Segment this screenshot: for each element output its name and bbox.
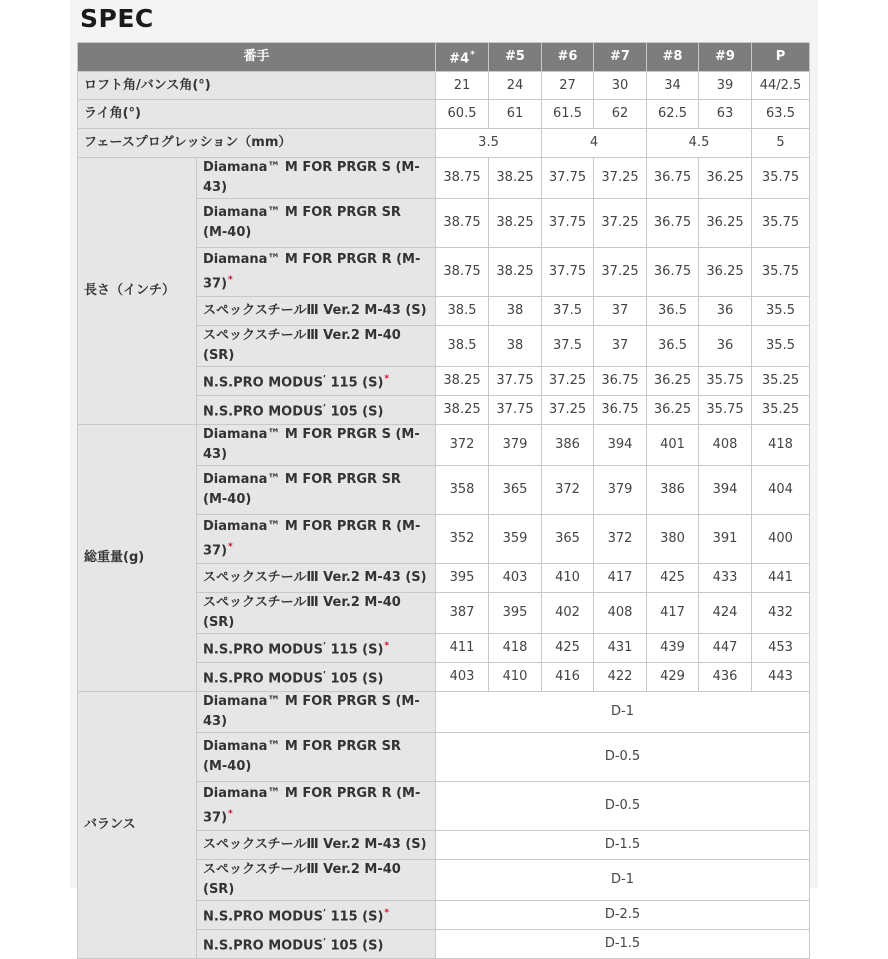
trademark-mark: ʼ (322, 640, 326, 650)
value-cell: 35.75 (752, 158, 810, 199)
value-cell: 431 (594, 634, 647, 663)
value-cell: D-1.5 (436, 831, 810, 860)
value-cell: 436 (699, 663, 752, 692)
value-cell: 387 (436, 593, 489, 634)
value-cell: 35.25 (752, 396, 810, 425)
value-cell: 61.5 (542, 100, 594, 129)
shaft-name-suffix: 115 (S) (325, 375, 384, 391)
value-cell: 408 (594, 593, 647, 634)
value-cell: 38.25 (489, 158, 542, 199)
shaft-name (197, 466, 436, 515)
value-cell: 36.75 (647, 248, 699, 297)
note-mark: * (228, 541, 233, 552)
value-cell: 372 (436, 425, 489, 466)
shaft-name-text: Diamana™ M FOR PRGR S (M-43) (203, 694, 420, 729)
value-cell: 401 (647, 425, 699, 466)
value-cell: 63.5 (752, 100, 810, 129)
shaft-name (197, 158, 436, 199)
value-cell: 379 (489, 425, 542, 466)
value-cell: 37.25 (542, 367, 594, 396)
value-cell: 36 (699, 326, 752, 367)
value-cell: 36.75 (647, 158, 699, 199)
value-cell: 416 (542, 663, 594, 692)
note-mark: * (228, 274, 233, 285)
value-cell: 447 (699, 634, 752, 663)
value-cell: D-1.5 (436, 930, 810, 959)
value-cell: 61 (489, 100, 542, 129)
header-row (78, 43, 810, 72)
value-cell: 422 (594, 663, 647, 692)
value-cell: 35.75 (752, 199, 810, 248)
shaft-name (197, 634, 436, 663)
value-cell: 425 (647, 564, 699, 593)
value-cell: 38 (489, 297, 542, 326)
value-cell: 453 (752, 634, 810, 663)
group-label: 長さ（インチ） (78, 158, 197, 425)
value-cell: 404 (752, 466, 810, 515)
value-cell: 395 (436, 564, 489, 593)
value-cell: 417 (594, 564, 647, 593)
shaft-name-suffix: 105 (S) (325, 938, 384, 954)
value-cell: 38 (489, 326, 542, 367)
value-cell: 37.25 (542, 396, 594, 425)
header-col-6: #6 (542, 43, 594, 72)
value-cell: 418 (489, 634, 542, 663)
shaft-name (197, 782, 436, 831)
value-cell: 365 (542, 515, 594, 564)
value-cell: 38.75 (436, 199, 489, 248)
shaft-name-text: Diamana™ M FOR PRGR R (M-37) (203, 785, 421, 826)
shaft-name (197, 564, 436, 593)
value-cell: 37.75 (542, 248, 594, 297)
value-cell: 36.25 (647, 396, 699, 425)
value-cell: 403 (489, 564, 542, 593)
header-col-5: #5 (489, 43, 542, 72)
shaft-name (197, 515, 436, 564)
value-cell: 36.5 (647, 297, 699, 326)
shaft-name-text: N.S.PRO MODUS (203, 642, 323, 658)
row-label: フェースプログレッション（mm） (78, 129, 436, 158)
value-cell: 38.25 (436, 396, 489, 425)
value-cell: 36.25 (647, 367, 699, 396)
shaft-name (197, 733, 436, 782)
shaft-name-text: スペックスチールⅢ Ver.2 M-40 (SR) (203, 595, 401, 630)
shaft-name (197, 425, 436, 466)
value-cell: 433 (699, 564, 752, 593)
value-cell: 359 (489, 515, 542, 564)
value-cell: 4 (542, 129, 647, 158)
shaft-name (197, 326, 436, 367)
header-col-8: #8 (647, 43, 699, 72)
note-mark: * (384, 907, 390, 918)
shaft-name (197, 248, 436, 297)
shaft-name-text: スペックスチールⅢ Ver.2 M-43 (S) (203, 303, 427, 318)
value-cell: 386 (647, 466, 699, 515)
value-cell: 402 (542, 593, 594, 634)
shaft-name-text: スペックスチールⅢ Ver.2 M-43 (S) (203, 570, 427, 585)
value-cell: 380 (647, 515, 699, 564)
header-col-4 (436, 43, 489, 72)
shaft-name (197, 663, 436, 692)
value-cell: 441 (752, 564, 810, 593)
group-label: バランス (78, 692, 197, 959)
value-cell: 408 (699, 425, 752, 466)
note-mark: * (470, 49, 475, 60)
shaft-name-text: スペックスチールⅢ Ver.2 M-43 (S) (203, 837, 427, 852)
shaft-name (197, 901, 436, 930)
value-cell: 37 (594, 297, 647, 326)
value-cell: 24 (489, 72, 542, 100)
value-cell: 38.75 (436, 248, 489, 297)
value-cell: 5 (752, 129, 810, 158)
shaft-name-text: N.S.PRO MODUS (203, 938, 323, 954)
header-col-9: #9 (699, 43, 752, 72)
value-cell: 4.5 (647, 129, 752, 158)
value-cell: 38.25 (436, 367, 489, 396)
value-cell: 39 (699, 72, 752, 100)
value-cell: 417 (647, 593, 699, 634)
value-cell: 30 (594, 72, 647, 100)
shaft-name-text: Diamana™ M FOR PRGR SR (M-40) (203, 472, 401, 507)
trademark-mark: ʼ (322, 669, 326, 679)
value-cell: 425 (542, 634, 594, 663)
shaft-name-text: Diamana™ M FOR PRGR SR (M-40) (203, 205, 401, 240)
value-cell: 3.5 (436, 129, 542, 158)
row-label: ライ角(°) (78, 100, 436, 129)
value-cell: 27 (542, 72, 594, 100)
value-cell: 410 (489, 663, 542, 692)
shaft-name-text: N.S.PRO MODUS (203, 671, 323, 687)
shaft-name-text: Diamana™ M FOR PRGR R (M-37) (203, 251, 421, 292)
value-cell: 21 (436, 72, 489, 100)
value-cell: 429 (647, 663, 699, 692)
value-cell: 352 (436, 515, 489, 564)
value-cell: 38.5 (436, 297, 489, 326)
value-cell: 394 (594, 425, 647, 466)
spec-row (78, 425, 810, 466)
shaft-name-text: Diamana™ M FOR PRGR R (M-37) (203, 518, 421, 559)
value-cell: 410 (542, 564, 594, 593)
value-cell: 37.5 (542, 326, 594, 367)
value-cell: 35.5 (752, 326, 810, 367)
note-mark: * (384, 640, 390, 651)
value-cell: 418 (752, 425, 810, 466)
row-label: ロフト角/バンス角(°) (78, 72, 436, 100)
shaft-name (197, 367, 436, 396)
group-label: 総重量(g) (78, 425, 197, 692)
value-cell: 395 (489, 593, 542, 634)
shaft-name-text: スペックスチールⅢ Ver.2 M-40 (SR) (203, 862, 401, 897)
value-cell: 38.25 (489, 248, 542, 297)
shaft-name (197, 199, 436, 248)
value-cell: 37 (594, 326, 647, 367)
trademark-mark: ʼ (322, 373, 326, 383)
header-col-7: #7 (594, 43, 647, 72)
value-cell: 62.5 (647, 100, 699, 129)
value-cell: 365 (489, 466, 542, 515)
value-cell: 62 (594, 100, 647, 129)
value-cell: 35.75 (699, 396, 752, 425)
value-cell: D-2.5 (436, 901, 810, 930)
trademark-mark: ʼ (322, 936, 326, 946)
header-label: 番手 (78, 43, 436, 72)
value-cell: 44/2.5 (752, 72, 810, 100)
shaft-name (197, 297, 436, 326)
spec-row (78, 692, 810, 733)
value-cell: 38.75 (436, 158, 489, 199)
spec-row (78, 129, 810, 158)
shaft-name-text: N.S.PRO MODUS (203, 909, 323, 925)
value-cell: 34 (647, 72, 699, 100)
shaft-name (197, 831, 436, 860)
shaft-name-text: N.S.PRO MODUS (203, 404, 323, 420)
value-cell: 386 (542, 425, 594, 466)
shaft-name (197, 860, 436, 901)
value-cell: 400 (752, 515, 810, 564)
value-cell: 36 (699, 297, 752, 326)
value-cell: 372 (594, 515, 647, 564)
shaft-name-text: スペックスチールⅢ Ver.2 M-40 (SR) (203, 328, 401, 363)
value-cell: 411 (436, 634, 489, 663)
value-cell: 35.5 (752, 297, 810, 326)
value-cell: 35.25 (752, 367, 810, 396)
value-cell: D-0.5 (436, 782, 810, 831)
spec-row (78, 100, 810, 129)
spec-row (78, 158, 810, 199)
value-cell: 36.5 (647, 326, 699, 367)
value-cell: 36.75 (594, 367, 647, 396)
value-cell: 36.25 (699, 158, 752, 199)
value-cell: 37.75 (489, 396, 542, 425)
value-cell: 37.75 (542, 158, 594, 199)
trademark-mark: ʼ (322, 907, 326, 917)
value-cell: 439 (647, 634, 699, 663)
value-cell: 36.75 (594, 396, 647, 425)
value-cell: 36.75 (647, 199, 699, 248)
value-cell: 37.75 (542, 199, 594, 248)
value-cell: 37.25 (594, 158, 647, 199)
shaft-name-suffix: 115 (S) (325, 642, 384, 658)
header-col-p: P (752, 43, 810, 72)
trademark-mark: ʼ (322, 402, 326, 412)
value-cell: 37.75 (489, 367, 542, 396)
value-cell: 379 (594, 466, 647, 515)
spec-title: SPEC (80, 4, 154, 33)
value-cell: 372 (542, 466, 594, 515)
value-cell: 35.75 (752, 248, 810, 297)
value-cell: 358 (436, 466, 489, 515)
shaft-name-text: Diamana™ M FOR PRGR SR (M-40) (203, 739, 401, 774)
value-cell: 432 (752, 593, 810, 634)
shaft-name-text: Diamana™ M FOR PRGR S (M-43) (203, 427, 420, 462)
value-cell: D-1 (436, 692, 810, 733)
shaft-name (197, 593, 436, 634)
value-cell: D-0.5 (436, 733, 810, 782)
value-cell: 60.5 (436, 100, 489, 129)
value-cell: 37.25 (594, 199, 647, 248)
header-col-text: #4 (449, 51, 470, 67)
shaft-name-suffix: 115 (S) (325, 909, 384, 925)
value-cell: D-1 (436, 860, 810, 901)
value-cell: 35.75 (699, 367, 752, 396)
shaft-name-suffix: 105 (S) (325, 404, 384, 420)
value-cell: 63 (699, 100, 752, 129)
value-cell: 37.5 (542, 297, 594, 326)
value-cell: 403 (436, 663, 489, 692)
value-cell: 37.25 (594, 248, 647, 297)
shaft-name-suffix: 105 (S) (325, 671, 384, 687)
shaft-name-text: Diamana™ M FOR PRGR S (M-43) (203, 160, 420, 195)
value-cell: 443 (752, 663, 810, 692)
note-mark: * (228, 808, 233, 819)
shaft-name (197, 930, 436, 959)
spec-table (77, 42, 810, 959)
value-cell: 391 (699, 515, 752, 564)
shaft-name (197, 396, 436, 425)
shaft-name-text: N.S.PRO MODUS (203, 375, 323, 391)
value-cell: 424 (699, 593, 752, 634)
note-mark: * (384, 373, 390, 384)
value-cell: 38.5 (436, 326, 489, 367)
value-cell: 36.25 (699, 199, 752, 248)
shaft-name (197, 692, 436, 733)
value-cell: 36.25 (699, 248, 752, 297)
value-cell: 38.25 (489, 199, 542, 248)
spec-row (78, 72, 810, 100)
value-cell: 394 (699, 466, 752, 515)
